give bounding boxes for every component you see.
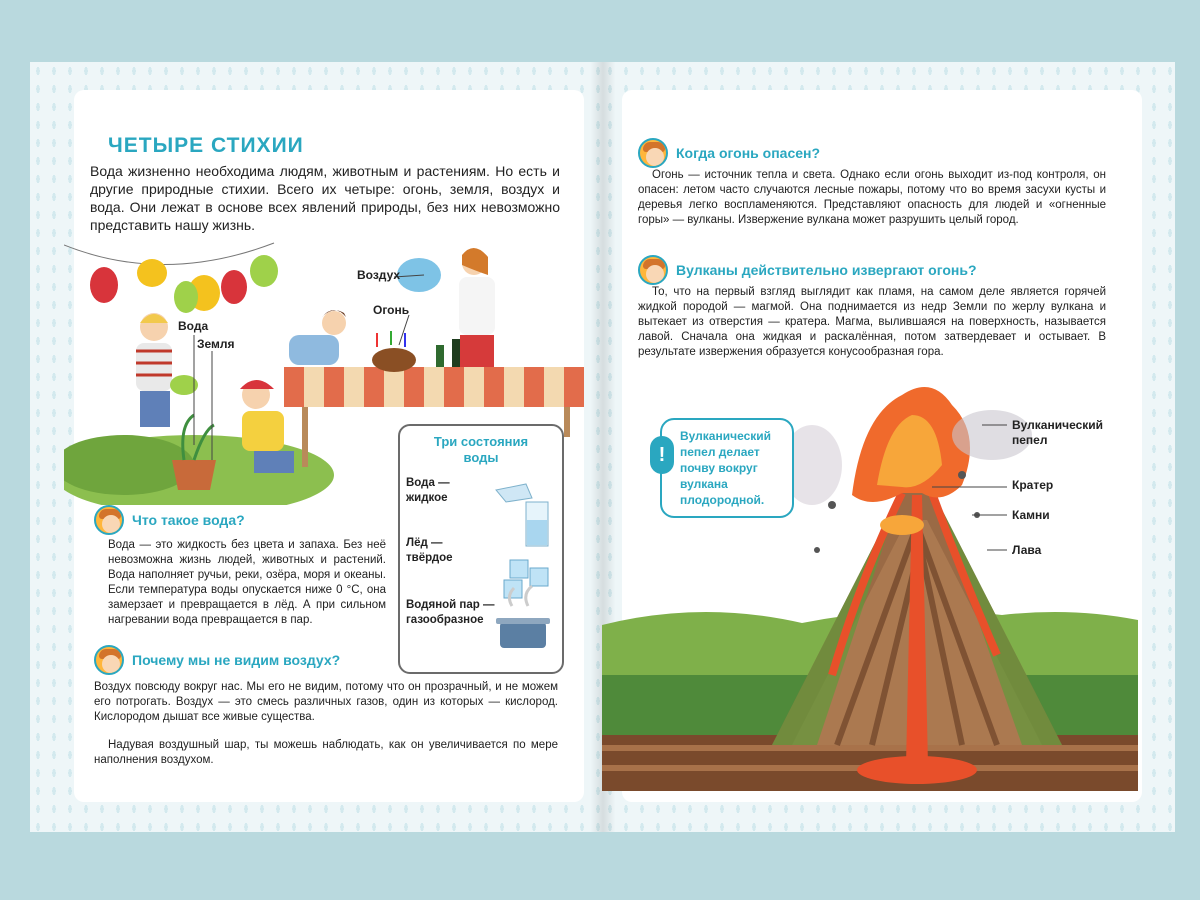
states-title: Три состояния воды [433,434,529,465]
girl-avatar-icon [94,505,124,535]
state-liquid: Вода — жидкое [406,477,450,504]
air-text: Воздух повсюду вокруг нас. Мы его не видим, потому что он прозрачный, и не можем его потрогать. Воздух — это смесь различных газов, один из которых — кислород. Кислородом дышат все живые существа. [94,681,558,723]
three-states-box [398,424,564,674]
water-states-icon [492,476,562,668]
water-text: Вода — это жидкость без цвета и запаха. Без неё невозможна жизнь людей, животных и растений. Вода наполняет ручьи, реки, озёра, моря и океаны. Если температура воды опускается ниже 0 °С, она замерзает и превращается в лёд. А при сильном нагревании вода превращается в пар. [108,539,386,626]
page-title: ЧЕТЫРЕ СТИХИИ [108,134,304,157]
label-lava: Лава [1012,543,1042,557]
exclamation-icon: ! [650,436,674,474]
state-gas: Водяной пар — газообразное [406,599,495,626]
label-earth: Земля [197,337,235,351]
question-when-fire-dangerous: Когда огонь опасен? [638,138,820,168]
volcano-text: То, что на первый взгляд выглядит как пламя, на самом деле является горячей жидкой породой — магмой. Она поднимается из недр Земли по жерлу вулкана и вытекает из отверстия — кратера. Магма, вылившаяся на поверхность, называется лавой. Сначала она жидкая и раскалённая, потом затвердевает и остывает. В результате извержения образуется конусообразная гора. [638,286,1106,358]
question-volcano-fire: Вулканы действительно извергают огонь? [638,255,977,285]
question-why-air-invisible: Почему мы не видим воздух? [94,645,340,675]
label-water: Вода [178,319,209,333]
fire-text: Огонь — источник тепла и света. Однако если огонь выходит из-под контроля, он опасен: летом часто случаются лесные пожары, потому что во время засухи кусты и деревья легко воспламеняются. Представляют опасность для людей и «огненные горы» — вулканы. Извержение вулкана может разрушить целый город. [638,169,1106,226]
state-solid: Лёд — твёрдое [406,537,453,564]
label-fire: Огонь [373,303,410,317]
label-stones: Камни [1012,508,1050,522]
intro-text: Вода жизненно необходима людям, животным и растениям. Но есть и другие природные стихии. Всего их четыре: огонь, земля, воздух и вода. Они лежат в основе всех явлений природы, без них невозможно представить нашу жизнь. [90,163,560,233]
girl-avatar-icon [638,255,668,285]
girl-avatar-icon [638,138,668,168]
label-volcanic-ash: Вулканический пепел [1012,418,1104,447]
fact-text: Вулканический пепел делает почву вокруг вулкана плодородной. [680,429,772,507]
girl-avatar-icon [94,645,124,675]
label-crater: Кратер [1012,478,1054,492]
fact-box [660,418,794,518]
question-what-is-water: Что такое вода? [94,505,245,535]
balloon-text: Надувая воздушный шар, ты можешь наблюдать, как он увеличивается по мере наполнения воздухом. [94,739,558,766]
label-air: Воздух [357,268,401,282]
